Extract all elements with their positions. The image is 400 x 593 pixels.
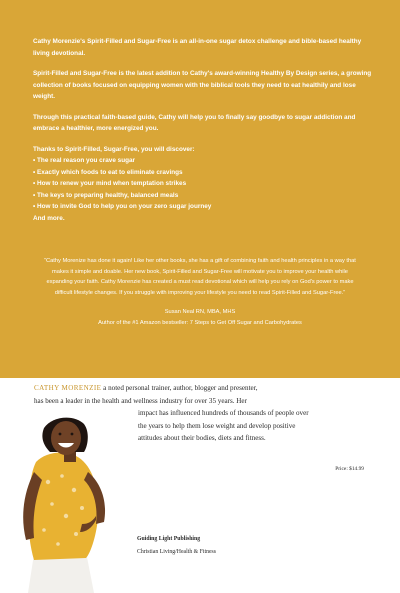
publisher-block <box>137 533 216 559</box>
bio-line-2: has been a leader in the health and wellness industry for over 35 years. Her <box>34 396 247 405</box>
discover-item: • How to invite God to help you on your zero sugar journey <box>33 203 212 210</box>
book-category: Christian Living/Health & Fitness <box>137 549 217 555</box>
author-name: CATHY MORENZIE <box>34 384 102 392</box>
bio-line-5: attitudes about their bodies, diets and fitness. <box>138 434 266 443</box>
book-description <box>33 36 379 224</box>
bio-line-1: a noted personal trainer, author, blogger and presenter, <box>101 384 258 392</box>
price-label: Price: $14.99 <box>335 466 364 472</box>
discover-item: • Exactly which foods to eat to eliminate cravings <box>33 168 183 176</box>
bio-line-3: impact has influenced hundreds of thousands of people over <box>138 409 309 418</box>
intro-paragraph-1: Cathy Morenzie's Spirit-Filled and Sugar-Free is an all-in-one sugar detox challenge and bible-based healthy living devotional. <box>33 38 362 57</box>
testimonial-author: Susan Neal RN, MBA, MHS <box>164 309 236 316</box>
testimonial-credential: Author of the #1 Amazon bestseller: 7 Steps to Get Off Sugar and Carbohydrates <box>98 319 302 326</box>
testimonial <box>42 256 358 329</box>
discover-heading: Thanks to Spirit-Filled, Sugar-Free, you will discover: <box>33 145 195 153</box>
discover-item: • How to renew your mind when temptation strikes <box>33 180 187 187</box>
bio-line-4: the years to help them lose weight and develop positive <box>138 421 296 430</box>
author-photo <box>0 412 140 593</box>
testimonial-text: “Cathy Morenize has done it again! Like her other books, she has a gift of combining faith and health principles in a way that makes it simple and doable. Her new book, Spirit-Filled and Sugar-Free will motivate you to improve your health while expanding your faith. Cathy Morenzie has created a must read devotional which will help you rely on God's power to make difficult lifestyle changes. If you struggle with improving your lifestyle you need to read Spirit-Filled and Sugar-Free.” <box>44 258 356 296</box>
intro-paragraph-2: Spirit-Filled and Sugar-Free is the latest addition to Cathy's award-winning Healthy By Design series, a growing collection of books focused on equipping women with the biblical tools they need to eat healthily and lose weight. <box>33 70 372 100</box>
publisher-name: Guiding Light Publishing <box>137 536 201 542</box>
discover-list <box>33 155 379 213</box>
discover-item: • The keys to preparing healthy, balanced meals <box>33 191 179 199</box>
and-more-text: And more. <box>33 214 65 222</box>
discover-item: • The real reason you crave sugar <box>33 157 136 164</box>
intro-paragraph-3: Through this practical faith-based guide, Cathy will help you to finally say goodbye to sugar addiction and embrace a healthier, more energized you. <box>33 113 356 132</box>
